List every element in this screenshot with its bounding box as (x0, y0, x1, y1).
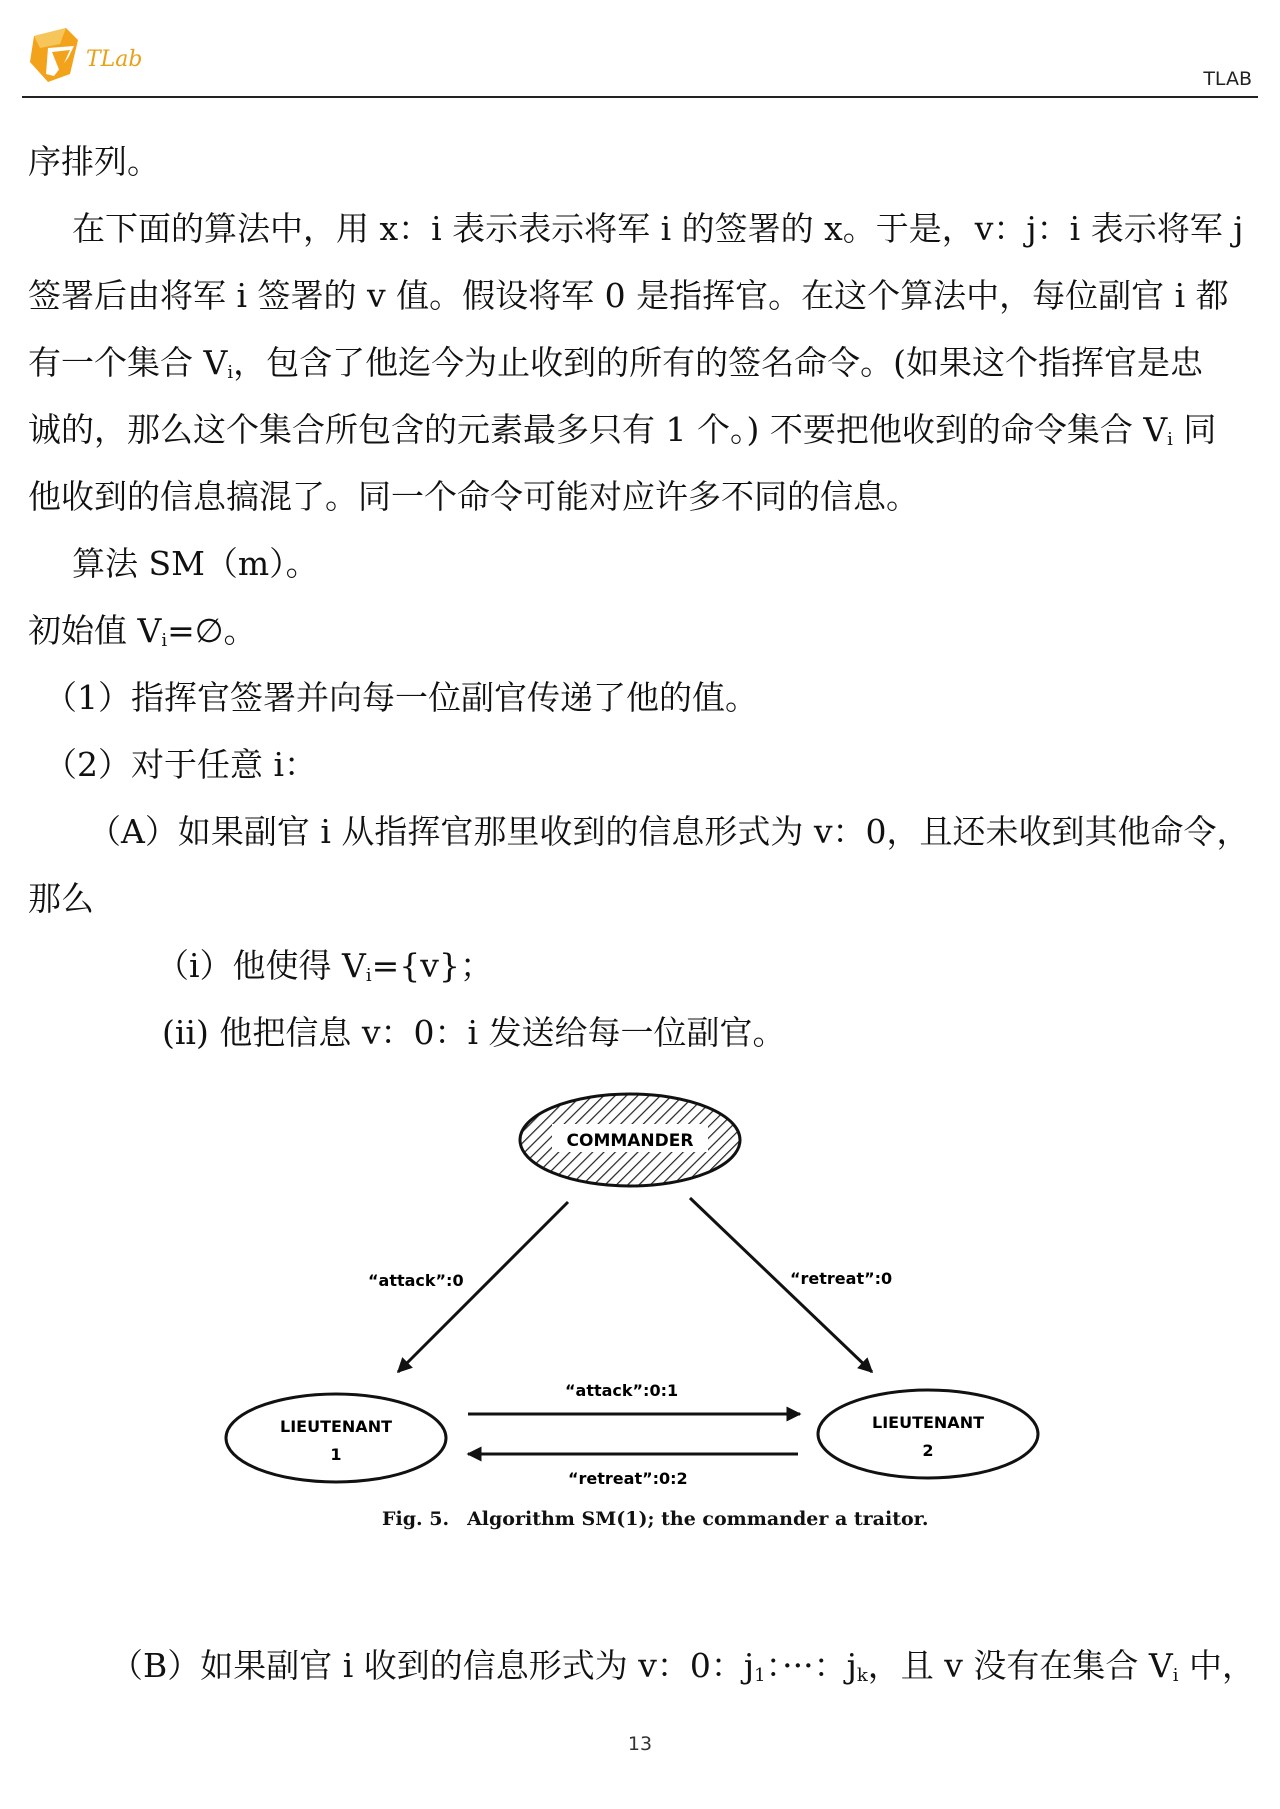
lt1-number: 1 (330, 1445, 342, 1464)
lt2-label: LIEUTENANT (872, 1413, 984, 1432)
edge-right-label: “retreat”:0 (790, 1269, 893, 1288)
body-text (28, 128, 1254, 1066)
paragraph-3: 签署后由将军 i 签署的 v 值。假设将军 0 是指挥官。在这个算法中，每位副官 i 都 (28, 276, 1229, 315)
msg-2-to-1-label: “retreat”:0:2 (568, 1469, 688, 1488)
edge-left-label: “attack”:0 (368, 1271, 464, 1290)
step-1: （1）指挥官签署并向每一位副官传递了他的值。 (44, 678, 758, 717)
figure-sm1 (200, 1080, 1080, 1540)
paragraph-5: 诚的，那么这个集合所包含的元素最多只有 1 个。) 不要把他收到的命令集合 $V_i$ 同 (28, 410, 1217, 450)
paragraph-4: 有一个集合 $V_i$，包含了他迄今为止收到的所有的签名命令。(如果这个指挥官是忠 (28, 343, 1203, 383)
page-number: 13 (627, 1733, 653, 1755)
step-2a-ii: (ii) 他把信息 v：0：i 发送给每一位副官。 (162, 1013, 786, 1052)
paragraph-6: 他收到的信息搞混了。同一个命令可能对应许多不同的信息。 (28, 477, 919, 516)
lieutenant-2-node (818, 1390, 1038, 1478)
caption-label: Fig. 5. (382, 1508, 450, 1530)
step-2a-i: （i）他使得 $V_i=\{v\}$； (156, 946, 493, 986)
step-2b: （B）如果副官 i 收到的信息形式为 v：0：$j_1$：···：$j_k$，且 v 没有在集合 $V_i$ 中， (110, 1646, 1255, 1686)
page-header (22, 18, 1258, 98)
step-2a-cont: 那么 (28, 879, 94, 918)
logo-text: TLab (86, 47, 143, 72)
initial-value: 初始值 $V_i=\emptyset$。 (28, 611, 257, 651)
commander-node (520, 1094, 740, 1186)
step-2: （2）对于任意 i： (44, 745, 318, 784)
lt2-number: 2 (922, 1441, 934, 1460)
lieutenant-1-node (226, 1394, 446, 1482)
commander-label: COMMANDER (566, 1131, 694, 1151)
paragraph-1: 序排列。 (28, 142, 160, 181)
algorithm-diagram (200, 1080, 1080, 1510)
tlab-logo (24, 24, 184, 88)
paragraph-2: 在下面的算法中，用 x：i 表示表示将军 i 的签署的 x。于是，v：j：i 表示将军 j (72, 209, 1244, 248)
caption-text: Algorithm SM(1); the commander a traitor. (467, 1508, 929, 1530)
header-right-label: TLAB (1203, 68, 1252, 90)
step-2a: （A）如果副官 i 从指挥官那里收到的信息形式为 v：0，且还未收到其他命令， (88, 812, 1250, 851)
lt1-label: LIEUTENANT (280, 1417, 392, 1436)
algorithm-title: 算法 SM（m）。 (72, 544, 319, 583)
figure-caption (382, 1508, 929, 1530)
msg-1-to-2-label: “attack”:0:1 (565, 1381, 679, 1400)
